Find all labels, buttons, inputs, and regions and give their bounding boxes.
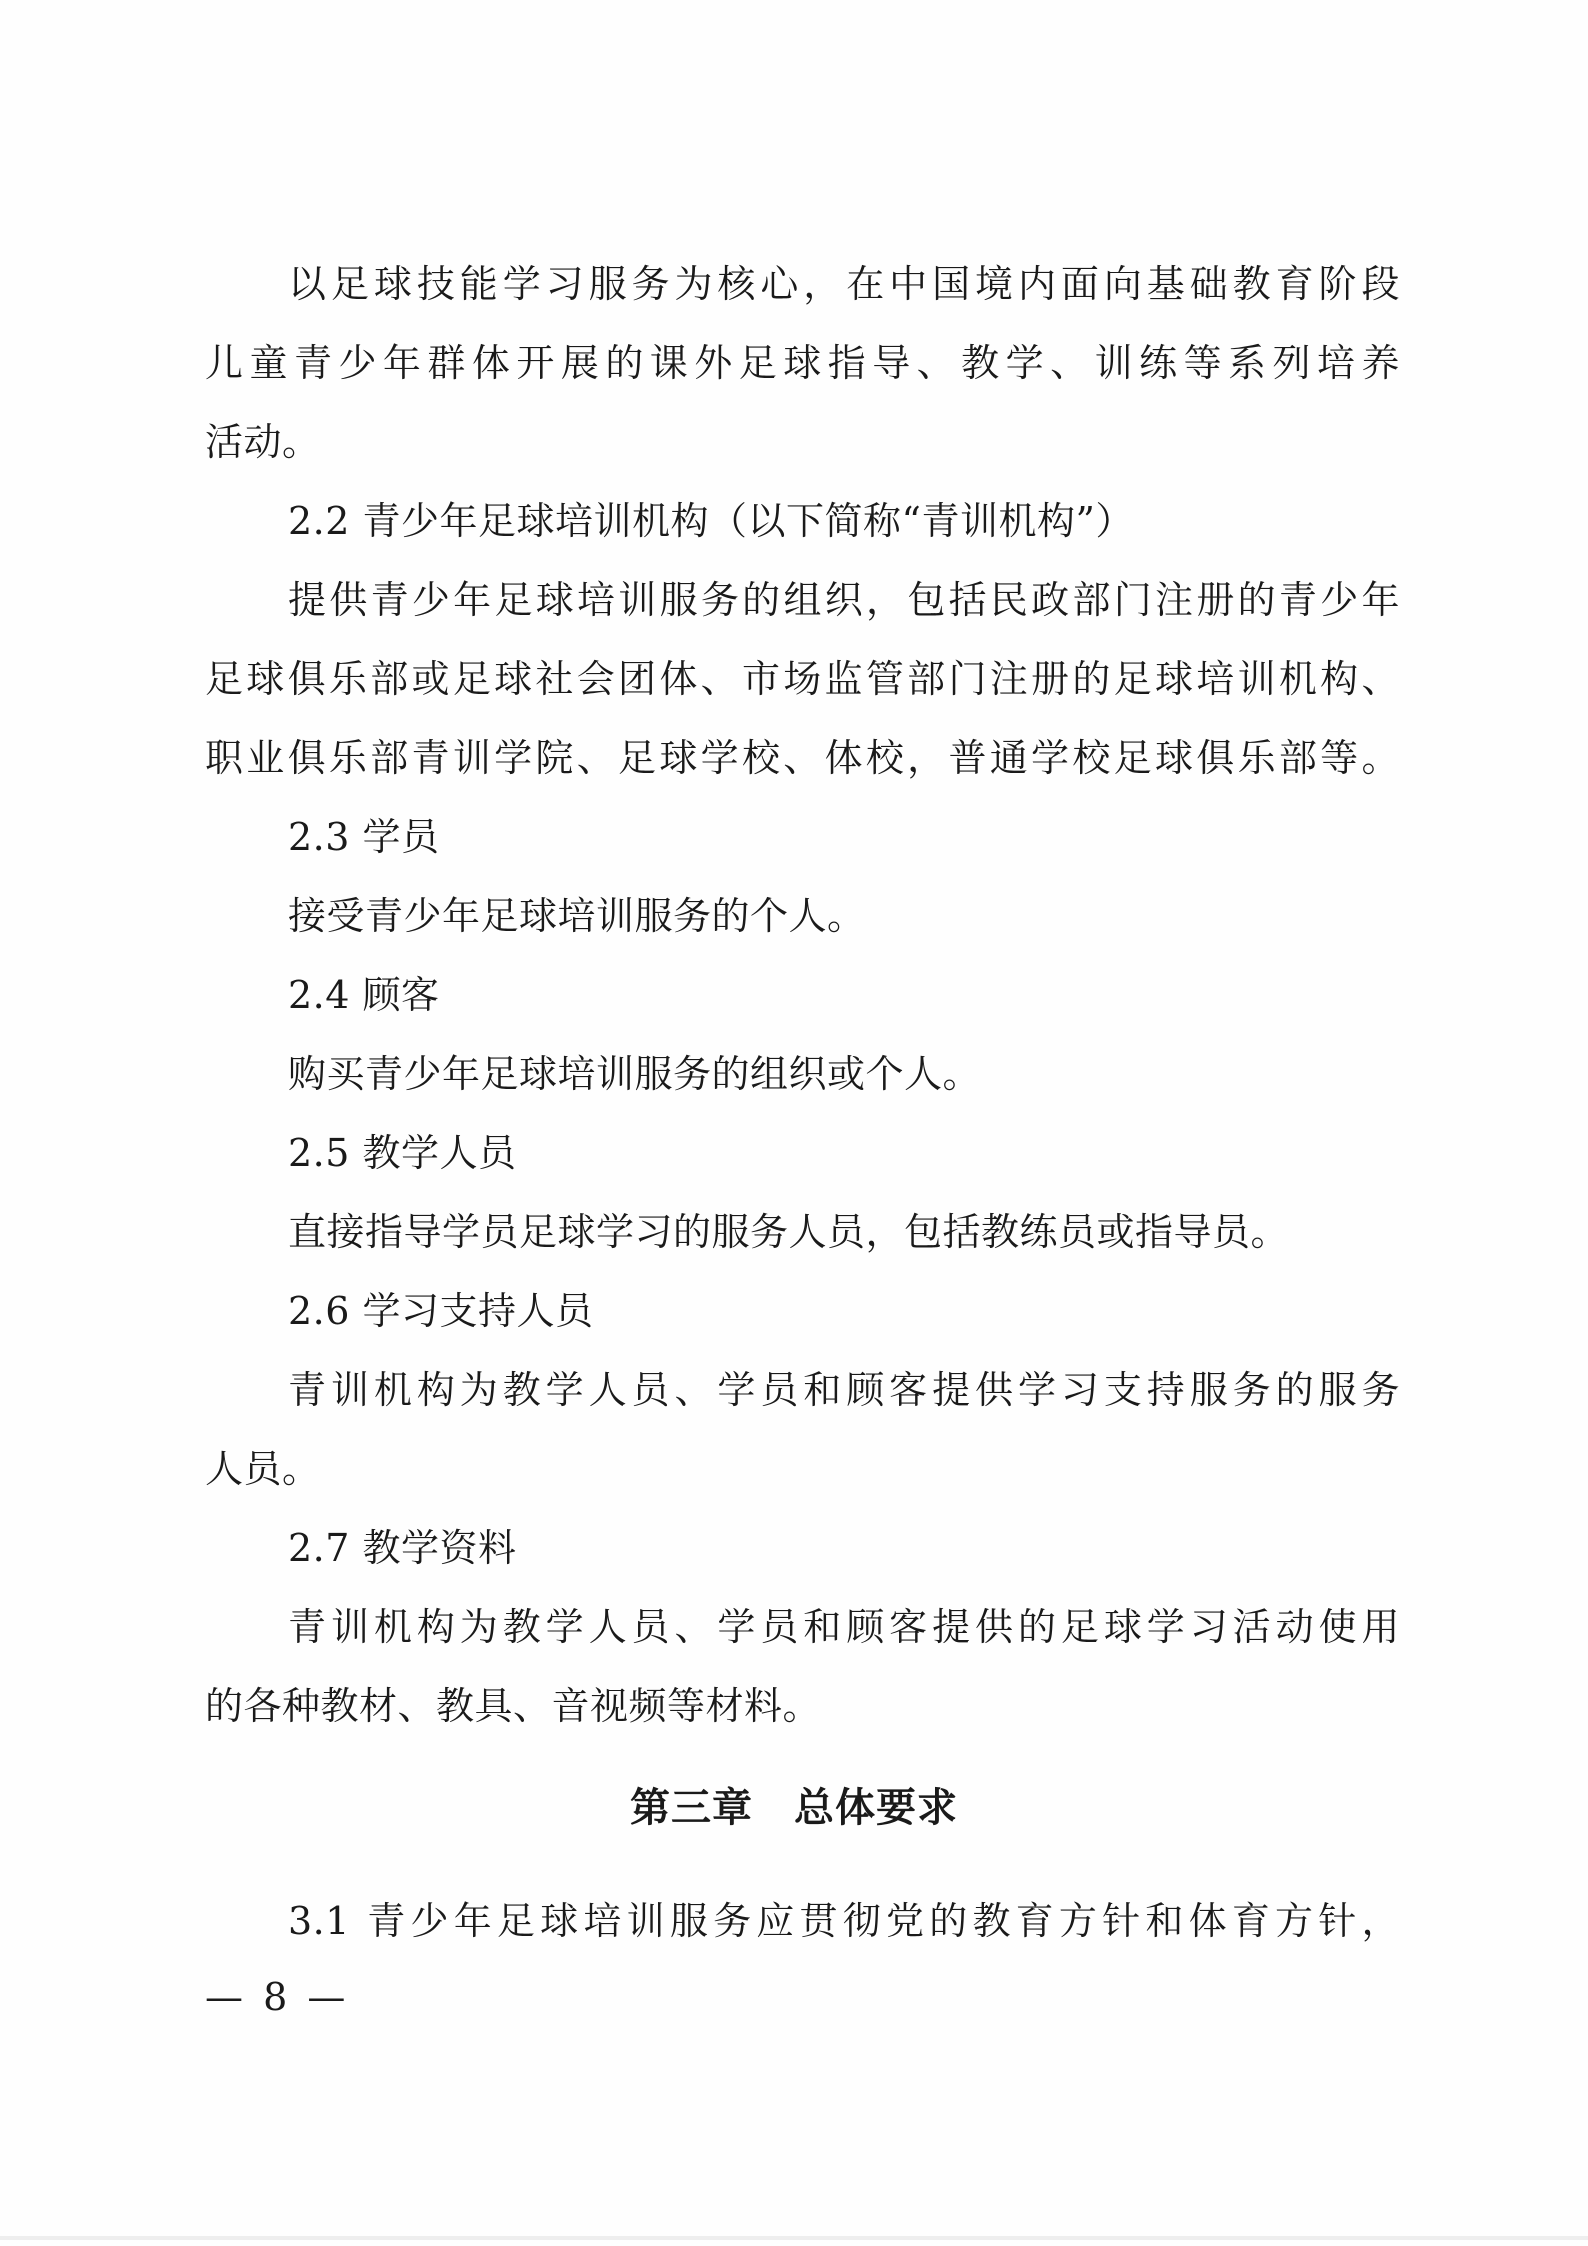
section-heading-2-5: 2.5 教学人员 [288, 1131, 517, 1175]
section-heading-2-7: 2.7 教学资料 [288, 1526, 517, 1570]
page-number: — 8 — [205, 1975, 350, 2019]
paragraph-line: 足球俱乐部或足球社会团体、市场监管部门注册的足球培训机构、 [205, 657, 1400, 701]
paragraph-line: 儿童青少年群体开展的课外足球指导、教学、训练等系列培养 [205, 341, 1400, 385]
paragraph-line: 活动。 [205, 420, 321, 464]
paragraph-line: 职业俱乐部青训学院、足球学校、体校，普通学校足球俱乐部等。 [205, 736, 1400, 780]
paragraph-line: 直接指导学员足球学习的服务人员，包括教练员或指导员。 [288, 1210, 1290, 1254]
paragraph-line: 青训机构为教学人员、学员和顾客提供学习支持服务的服务 [288, 1368, 1400, 1412]
paragraph-line: 的各种教材、教具、音视频等材料。 [205, 1684, 822, 1728]
section-heading-2-2: 2.2 青少年足球培训机构（以下简称“青训机构”） [288, 499, 1134, 543]
section-heading-2-3: 2.3 学员 [288, 815, 440, 859]
paragraph-line: 接受青少年足球培训服务的个人。 [288, 894, 866, 938]
paragraph-line: 提供青少年足球培训服务的组织，包括民政部门注册的青少年 [288, 578, 1400, 622]
paragraph-line: 青训机构为教学人员、学员和顾客提供的足球学习活动使用 [288, 1605, 1400, 1649]
paragraph-line: 以足球技能学习服务为核心，在中国境内面向基础教育阶段 [288, 262, 1400, 306]
paragraph-line: 购买青少年足球培训服务的组织或个人。 [288, 1052, 982, 1096]
section-heading-2-4: 2.4 顾客 [288, 973, 440, 1017]
paragraph-line: 人员。 [205, 1447, 321, 1491]
section-heading-2-6: 2.6 学习支持人员 [288, 1289, 594, 1333]
chapter-title: 第三章 总体要求 [630, 1785, 958, 1831]
scan-edge-divider [0, 2236, 1588, 2240]
paragraph-line: 3.1 青少年足球培训服务应贯彻党的教育方针和体育方针， [288, 1899, 1400, 1943]
